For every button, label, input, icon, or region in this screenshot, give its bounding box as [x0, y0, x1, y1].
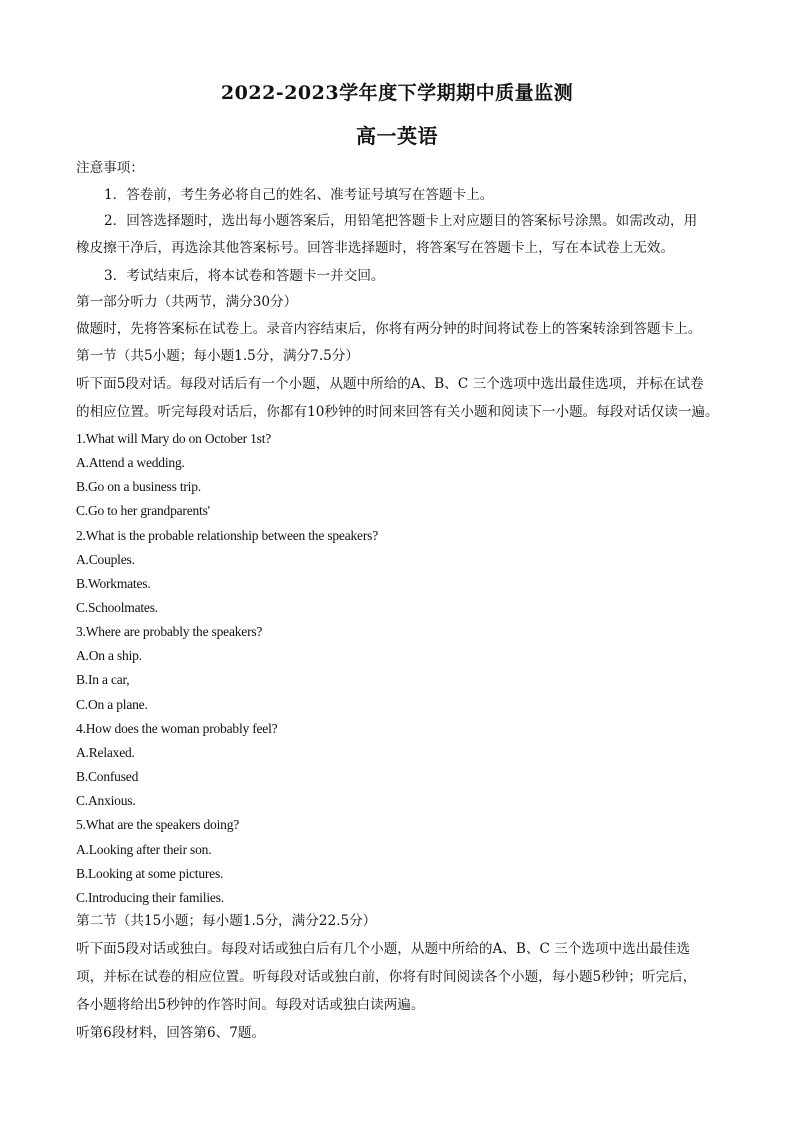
notice-item-3: 3．考试结束后，将本试卷和答题卡一并交回。 — [104, 268, 385, 284]
notice-item-2-line-1: 2．回答选择题时，选出每小题答案后，用铅笔把答题卡上对应题目的答案标号涂黑。如需改动，用 — [104, 213, 698, 229]
material-6-heading: 听第6段材料，回答第6、7题。 — [76, 1025, 266, 1041]
section2-instruction-line-3: 各小题将给出5秒钟的作答时间。每段对话或独白读两遍。 — [76, 997, 425, 1013]
section1-heading: 第一节（共5小题；每小题1.5分，满分7.5分） — [76, 348, 359, 364]
question-1: 1.What will Mary do on October 1st? — [76, 431, 272, 446]
section2-instruction-line-1: 听下面5段对话或独白。每段对话或独白后有几个小题，从题中所给的A、B、C 三个选项中选出最佳选 — [76, 941, 691, 957]
question-2: 2.What is the probable relationship between the speakers? — [76, 528, 378, 543]
question-3: 3.Where are probably the speakers? — [76, 624, 263, 639]
question-3-option-a: A.On a ship. — [76, 648, 142, 663]
question-1-option-c: C.Go to her grandparents' — [76, 503, 210, 518]
question-4: 4.How does the woman probably feel? — [76, 721, 278, 736]
question-2-option-b: B.Workmates. — [76, 576, 151, 591]
question-4-option-c: C.Anxious. — [76, 793, 136, 808]
question-5-option-c: C.Introducing their families. — [76, 890, 224, 905]
question-4-option-b: B.Confused — [76, 769, 139, 784]
question-5: 5.What are the speakers doing? — [76, 817, 240, 832]
question-1-option-b: B.Go on a business trip. — [76, 479, 201, 494]
section2-instruction-line-2: 项，并标在试卷的相应位置。听每段对话或独白前，你将有时间阅读各个小题，每小题5秒钟；听完后， — [76, 969, 697, 985]
notice-item-1: 1．答卷前，考生务必将自己的姓名、准考证号填写在答题卡上。 — [104, 187, 494, 203]
part1-instruction: 做题时，先将答案标在试卷上。录音内容结束后，你将有两分钟的时间将试卷上的答案转涂到答题卡上。 — [76, 321, 702, 337]
exam-subtitle: 高一英语 — [356, 124, 438, 148]
question-5-option-a: A.Looking after their son. — [76, 842, 212, 857]
exam-title: 2022-2023学年度下学期期中质量监测 — [220, 82, 574, 104]
question-5-option-b: B.Looking at some pictures. — [76, 866, 224, 881]
notice-item-2-line-2: 橡皮擦干净后，再选涂其他答案标号。回答非选择题时，将答案写在答题卡上，写在本试卷上无效。 — [76, 240, 675, 256]
question-3-option-b: B.In a car, — [76, 672, 130, 687]
part1-heading: 第一部分听力（共两节，满分30分） — [76, 294, 298, 310]
notice-heading: 注意事项： — [76, 160, 144, 176]
question-2-option-c: C.Schoolmates. — [76, 600, 158, 615]
question-1-option-a: A.Attend a wedding. — [76, 455, 185, 470]
section2-heading: 第二节（共15小题；每小题1.5分，满分22.5分） — [76, 913, 377, 929]
section1-instruction-line-2: 的相应位置。听完每段对话后，你都有10秒钟的时间来回答有关小题和阅读下一小题。每段对话仅读一遍。 — [76, 404, 719, 420]
section1-instruction-line-1: 听下面5段对话。每段对话后有一个小题，从题中所给的A、B、C 三个选项中选出最佳选项，并标在试卷 — [76, 376, 704, 392]
question-2-option-a: A.Couples. — [76, 552, 135, 567]
question-4-option-a: A.Relaxed. — [76, 745, 135, 760]
question-3-option-c: C.On a plane. — [76, 697, 148, 712]
